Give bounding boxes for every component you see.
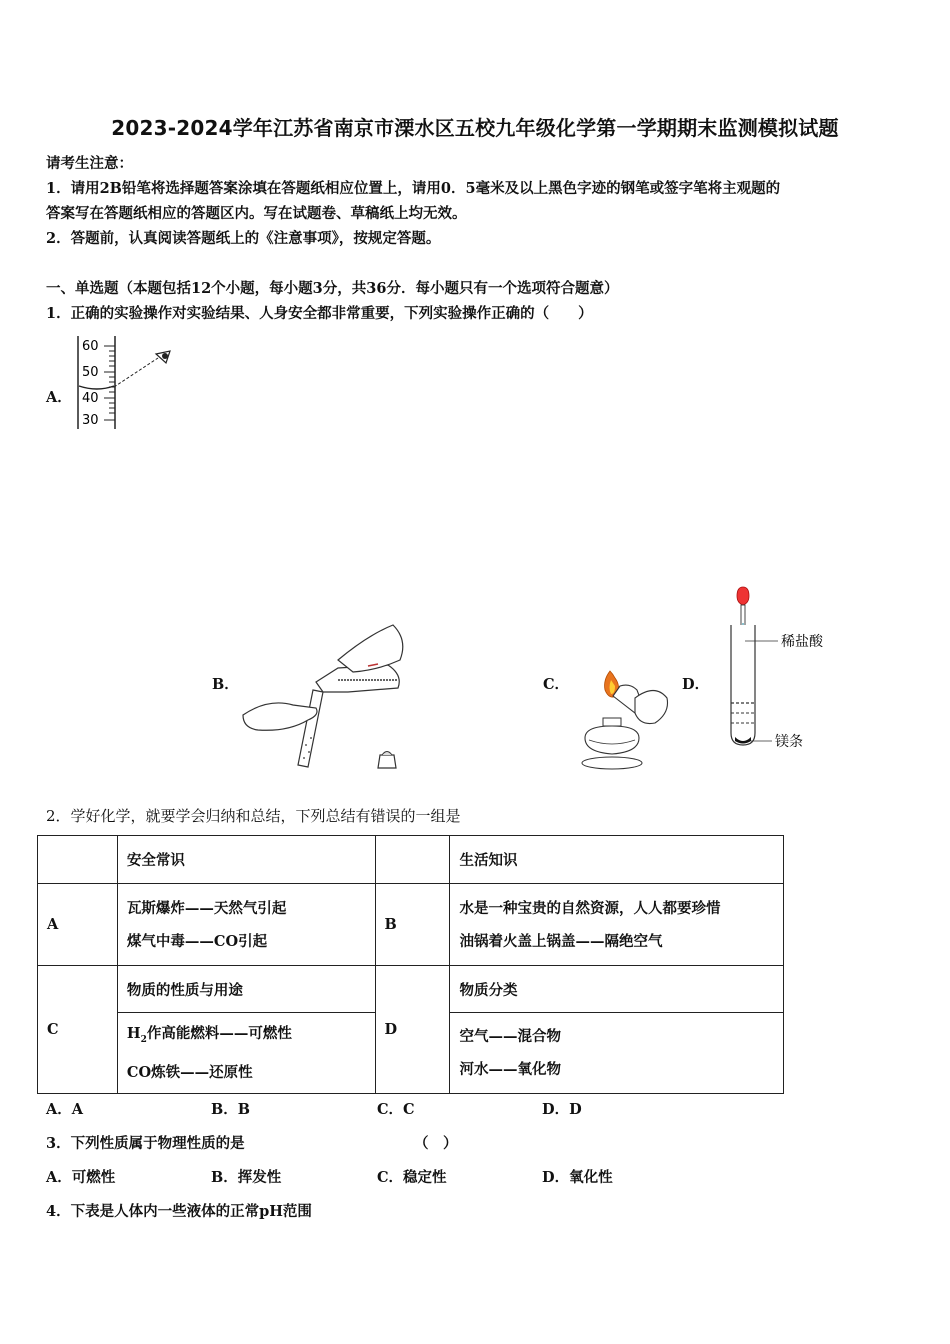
cell-b-head: 生活知识	[450, 836, 784, 884]
q2-option-c: C．C	[377, 1101, 415, 1118]
section-heading: 一、单选题（本题包括12个小题，每小题3分，共36分．每小题只有一个选项符合题意）	[46, 280, 619, 297]
cell-c-label: C	[38, 966, 118, 1094]
q2-option-b: B．B	[211, 1101, 251, 1118]
notice-heading: 请考生注意：	[46, 155, 133, 172]
q3-option-d: D．氧化性	[542, 1169, 613, 1186]
notice-line-1b: 答案写在答题纸相应的答题区内。写在试题卷、草稿纸上均无效。	[46, 205, 467, 222]
cell-d-head: 物质分类	[450, 966, 784, 1013]
q1-option-d-label: D．	[682, 676, 710, 693]
question-3-paren: （ ）	[414, 1135, 458, 1152]
eye-icon	[156, 351, 170, 363]
cell-c-line-1: $H_2$作高能燃料——可燃性	[126, 1024, 292, 1045]
cylinder-tick-30: 30	[82, 413, 99, 428]
q1-option-c-label: C．	[543, 676, 570, 693]
cylinder-tick-40: 40	[82, 391, 99, 406]
q3-option-a: A．可燃性	[46, 1169, 116, 1186]
magnesium-ribbon-label: 镁条	[775, 734, 803, 750]
cell-b-line-1: 水是一种宝贵的自然资源，人人都要珍惜	[459, 899, 721, 917]
page-title: 2023-2024学年江苏省南京市溧水区五校九年级化学第一学期期末监测模拟试题	[111, 116, 839, 140]
question-4-stem: 4．下表是人体内一些液体的正常pH范围	[46, 1203, 312, 1220]
cell-c-head: 物质的性质与用途	[117, 966, 375, 1013]
dilute-hcl-label: 稀盐酸	[781, 634, 823, 650]
q1-option-b-label: B．	[212, 676, 239, 693]
notice-line-1: 1．请用2B铅笔将选择题答案涂填在答题纸相应位置上，请用0．5毫米及以上黑色字迹的钢笔或签字笔将主观题的	[46, 180, 781, 197]
summary-table	[37, 835, 784, 1094]
cell-b-label: B	[375, 884, 450, 966]
cylinder-tick-50: 50	[82, 365, 99, 380]
cell-d-line-1: 空气——混合物	[459, 1028, 561, 1045]
cell-c-line-2: CO炼铁——还原性	[126, 1064, 253, 1082]
q3-option-c: C．稳定性	[377, 1169, 447, 1186]
cell-a-line-1: 瓦斯爆炸——天然气引起	[126, 899, 287, 917]
cell-d-line-2: 河水——氧化物	[459, 1061, 561, 1078]
dropper-test-tube-figure	[720, 583, 850, 758]
cell-a-head: 安全常识	[117, 836, 375, 884]
cell-a-label: A	[38, 884, 118, 966]
cell-b-line-2: 油锅着火盖上锅盖——隔绝空气	[459, 932, 663, 950]
cell-d-label: D	[375, 966, 450, 1094]
q2-option-a: A．A	[46, 1101, 84, 1118]
q2-option-d: D．D	[542, 1101, 582, 1118]
pouring-liquid-figure	[238, 620, 413, 775]
cylinder-tick-60: 60	[82, 339, 99, 354]
graduated-cylinder-figure	[70, 332, 190, 432]
notice-line-2: 2．答题前，认真阅读答题纸上的《注意事项》，按规定答题。	[46, 230, 441, 247]
question-2-stem: 2．学好化学，就要学会归纳和总结，下列总结有错误的一组是	[46, 807, 461, 825]
alcohol-lamp-figure	[575, 668, 675, 773]
question-3-stem: 3．下列性质属于物理性质的是	[46, 1135, 245, 1152]
question-1-stem: 1．正确的实验操作对实验结果、人身安全都非常重要，下列实验操作正确的（ ）	[46, 305, 593, 322]
q3-option-b: B．挥发性	[211, 1169, 282, 1186]
q1-option-a-label: A．	[46, 389, 72, 406]
cell-a-line-2: 煤气中毒——CO引起	[126, 932, 268, 950]
